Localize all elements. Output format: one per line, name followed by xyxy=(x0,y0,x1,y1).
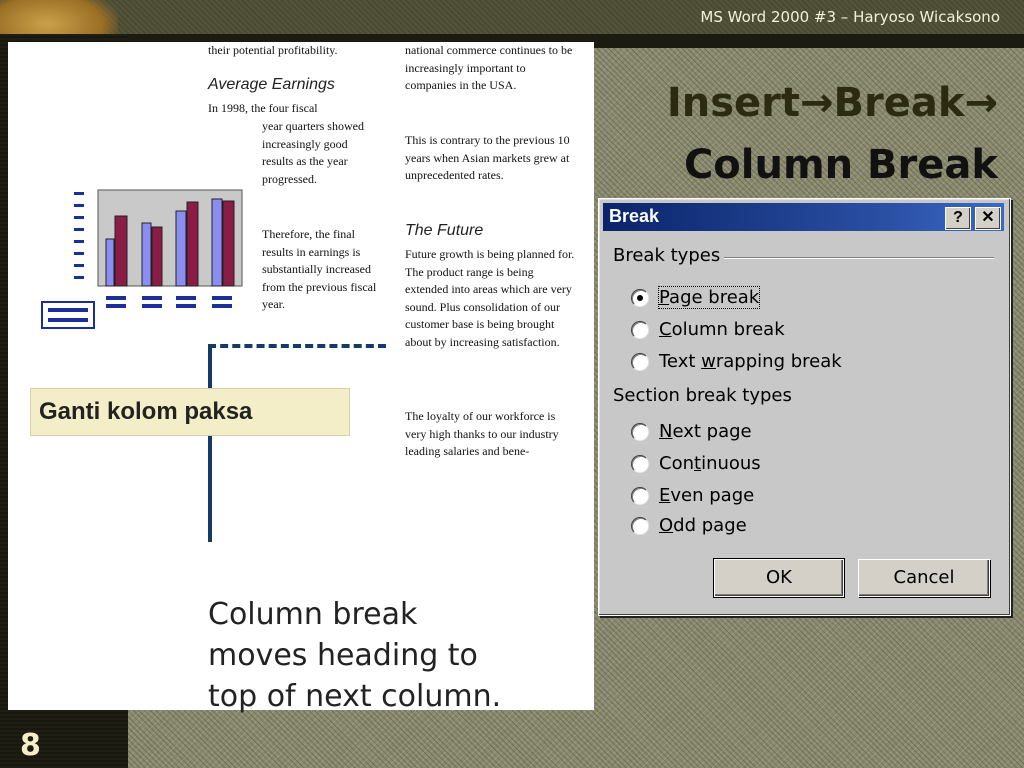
slide-number: 8 xyxy=(20,728,41,763)
doc-right-top: national commerce continues to be increasingly important to companies in the USA. xyxy=(405,43,573,92)
dialog-titlebar[interactable] xyxy=(603,203,1004,231)
chart-axis-ticks xyxy=(74,192,84,279)
column-break-marker-line xyxy=(208,344,386,348)
help-button[interactable]: ? xyxy=(945,207,971,230)
doc-right-contrary: This is contrary to the previous 10 years when Asian markets grew at unprecedented rates. xyxy=(405,133,570,182)
column-break-caption: Column break moves heading to top of next column. xyxy=(208,597,502,714)
slide-title-line-1: Insert→Break→ xyxy=(666,80,998,126)
break-dialog xyxy=(598,198,1011,616)
group-divider xyxy=(724,257,994,259)
doc-heading-average-earnings: Average Earnings xyxy=(208,76,335,93)
earnings-chart xyxy=(34,184,254,336)
radio-column-break-label: Column break xyxy=(659,319,785,340)
section-break-types-label: Section break types xyxy=(613,385,792,406)
radio-next-page-label: Next page xyxy=(659,421,752,442)
callout-text: Ganti kolom paksa xyxy=(39,398,253,425)
chart-x-labels xyxy=(106,296,232,308)
callout-box xyxy=(30,388,350,436)
doc-loyalty: The loyalty of our workforce is very high thanks to our industry leading salaries and bene- xyxy=(405,409,559,458)
radio-icon[interactable] xyxy=(631,487,649,505)
dialog-title: Break xyxy=(609,206,660,226)
slide-title-line-2: Column Break xyxy=(683,142,998,188)
doc-therefore: Therefore, the final results in earnings is substantially increased from the previous fiscal year. xyxy=(262,227,377,311)
chart-legend xyxy=(42,302,94,328)
radio-continuous-label: Continuous xyxy=(659,453,761,474)
doc-line-top: their potential profitability. xyxy=(208,43,338,57)
close-button[interactable]: ✕ xyxy=(975,207,1001,230)
radio-text-wrapping-break-label: Text wrapping break xyxy=(659,351,842,372)
doc-avg-line: In 1998, the four fiscal xyxy=(208,101,318,115)
radio-icon[interactable] xyxy=(631,423,649,441)
doc-avg-body: year quarters showed increasingly good results as the year progressed. xyxy=(262,119,364,186)
break-types-label: Break types xyxy=(613,245,721,266)
header-bar xyxy=(0,0,1024,34)
radio-icon[interactable] xyxy=(631,517,649,535)
presentation-title: MS Word 2000 #3 – Haryoso Wicaksono xyxy=(700,8,1000,26)
document-preview xyxy=(8,42,594,714)
slide-title xyxy=(667,72,998,196)
doc-heading-future: The Future xyxy=(405,222,484,239)
radio-even-page-label: Even page xyxy=(659,485,755,506)
radio-odd-page-label: Odd page xyxy=(659,515,747,536)
column-break-arrow-line xyxy=(208,346,212,542)
radio-icon[interactable] xyxy=(631,321,649,339)
cancel-button[interactable]: Cancel xyxy=(858,559,990,597)
doc-future-body: Future growth is being planned for. The product range is being extended into areas which are very sound. Plus consolidation of our customer base is being brought about by increasing satisfaction. xyxy=(405,247,575,349)
radio-page-break-label: Page break xyxy=(659,287,760,308)
radio-icon[interactable] xyxy=(631,455,649,473)
ok-button[interactable]: OK xyxy=(714,559,844,597)
radio-selected-icon[interactable] xyxy=(631,289,649,307)
radio-icon[interactable] xyxy=(631,353,649,371)
